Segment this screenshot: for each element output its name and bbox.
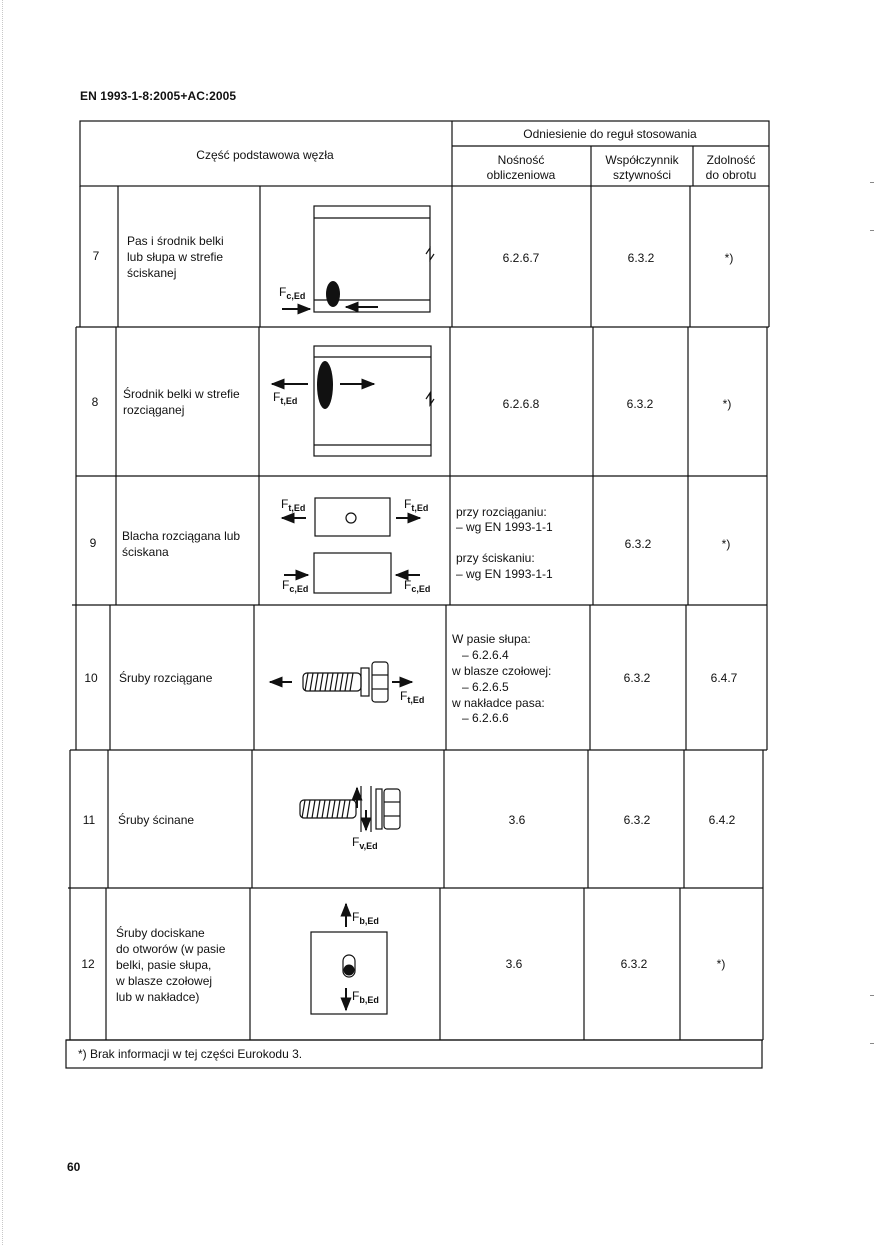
force-label: $F_{b,Ed}$ <box>352 910 379 926</box>
row-number: 8 <box>91 395 99 409</box>
header-rotation-1: Zdolność <box>706 153 756 167</box>
row-label: ściskana <box>122 545 169 559</box>
row-number: 10 <box>84 671 98 685</box>
resistance-ref: 6.2.6.8 <box>502 397 540 411</box>
resistance-ref: – wg EN 1993-1-1 <box>456 520 553 534</box>
resistance-ref: – 6.2.6.5 <box>462 680 509 694</box>
resistance-ref: przy ściskaniu: <box>456 551 535 565</box>
force-label: $F_{c,Ed}$ <box>404 578 431 594</box>
bolt-bearing-diagram <box>311 904 387 1014</box>
resistance-ref: – wg EN 1993-1-1 <box>456 567 553 581</box>
row-label: rozciąganej <box>123 403 185 417</box>
resistance-ref: 6.2.6.7 <box>502 251 540 265</box>
resistance-ref: – 6.2.6.6 <box>462 711 509 725</box>
resistance-ref: przy rozciąganiu: <box>456 505 547 519</box>
resistance-ref: w blasze czołowej: <box>452 664 552 678</box>
row-label: Śruby ścinane <box>118 813 195 827</box>
stiffness-ref: 6.3.2 <box>626 397 654 411</box>
document-header: EN 1993-1-8:2005+AC:2005 <box>80 89 237 103</box>
row-label: Pas i środnik belki <box>127 234 224 248</box>
force-label: $F_{t,Ed}$ <box>273 390 298 406</box>
table-row <box>84 632 737 725</box>
resistance-ref: 3.6 <box>505 957 523 971</box>
table-row <box>83 786 736 851</box>
force-label: $F_{t,Ed}$ <box>404 497 429 513</box>
row-label: Śruby rozciągane <box>119 671 213 685</box>
stiffness-ref: 6.3.2 <box>624 537 652 551</box>
rotation-ref: 6.4.2 <box>708 813 736 827</box>
row-number: 7 <box>92 249 100 263</box>
row-label: Śruby dociskane <box>116 926 205 940</box>
resistance-ref: 3.6 <box>508 813 526 827</box>
stiffness-ref: 6.3.2 <box>623 813 651 827</box>
header-resistance-2: obliczeniowa <box>486 168 556 182</box>
force-label: $F_{t,Ed}$ <box>400 689 425 705</box>
stiffness-ref: 6.3.2 <box>620 957 648 971</box>
rotation-ref: *) <box>721 537 731 551</box>
table-row <box>93 206 734 312</box>
row-label: belki, pasie słupa, <box>116 958 212 972</box>
web-tension-diagram <box>272 346 434 456</box>
bolt-tension-diagram <box>270 662 424 705</box>
header-reference: Odniesienie do reguł stosowania <box>523 127 697 141</box>
rotation-ref: 6.4.7 <box>710 671 738 685</box>
stiffness-ref: 6.3.2 <box>623 671 651 685</box>
footnote: *) Brak informacji w tej części Eurokodu 3. <box>78 1047 303 1061</box>
rotation-ref: *) <box>722 397 732 411</box>
row-label: Środnik belki w strefie <box>123 387 240 401</box>
row-label: Blacha rozciągana lub <box>122 529 241 543</box>
row-label: ściskanej <box>127 266 177 280</box>
plate-diagram <box>281 497 430 594</box>
force-label: $F_{v,Ed}$ <box>352 835 378 851</box>
rotation-ref: *) <box>716 957 726 971</box>
header-rotation-2: do obrotu <box>705 168 757 182</box>
table-row <box>81 904 725 1014</box>
row-label: do otworów (w pasie <box>116 942 226 956</box>
row-number: 11 <box>82 813 96 827</box>
resistance-ref: W pasie słupa: <box>452 632 531 646</box>
force-label: $F_{t,Ed}$ <box>281 497 306 513</box>
header-component: Część podstawowa węzła <box>196 148 334 162</box>
resistance-ref: – 6.2.6.4 <box>462 648 509 662</box>
resistance-ref: w nakładce pasa: <box>452 696 545 710</box>
row-number: 12 <box>81 957 95 971</box>
force-label: $F_{b,Ed}$ <box>352 989 379 1005</box>
force-label: $F_{c,Ed}$ <box>282 578 309 594</box>
rotation-ref: *) <box>724 251 734 265</box>
header-resistance-1: Nośność <box>497 153 545 167</box>
row-label: lub słupa w strefie <box>127 250 224 264</box>
beam-compression-diagram <box>279 206 434 312</box>
table-row <box>92 346 732 456</box>
stiffness-ref: 6.3.2 <box>627 251 655 265</box>
force-label: $F_{c,Ed}$ <box>279 285 306 301</box>
header-stiffness-2: sztywności <box>612 168 672 182</box>
row-label: w blasze czołowej <box>116 974 213 988</box>
table-row <box>90 497 731 594</box>
bolt-shear-diagram <box>300 786 400 851</box>
row-label: lub w nakładce) <box>116 990 200 1004</box>
row-number: 9 <box>89 536 97 550</box>
page-number: 60 <box>67 1160 81 1174</box>
header-stiffness-1: Współczynnik <box>605 153 679 167</box>
